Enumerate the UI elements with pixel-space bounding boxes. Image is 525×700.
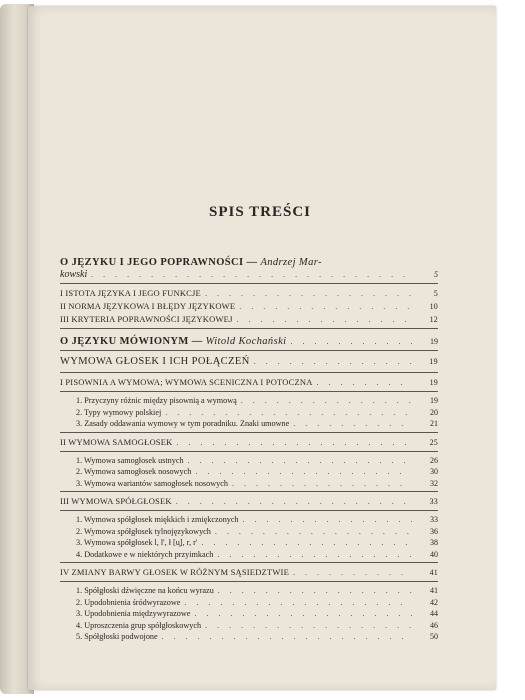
chapter-2-author: Witold Kochański <box>205 336 287 347</box>
page-number: 5 <box>434 270 438 279</box>
toc-entry: 1. Przyczyny różnic między pisownią a wymową . . . 19 <box>60 395 438 407</box>
page-number: 41 <box>430 586 438 595</box>
toc-section-3: III WYMOWA SPÓŁGŁOSEK . . . 33 <box>60 495 438 508</box>
toc-chapter-2 <box>60 335 438 348</box>
toc-entry: 3. Zasady oddawania wymowy w tym poradniku. Znaki umowne . . . 21 <box>60 418 438 430</box>
page-number: 10 <box>429 302 438 311</box>
divider <box>60 581 438 582</box>
divider <box>60 391 438 392</box>
divider <box>60 491 438 492</box>
page-number: 26 <box>430 455 438 465</box>
divider <box>60 350 438 351</box>
toc-section-1: I PISOWNIA A WYMOWA; WYMOWA SCENICZNA I POTOCZNA . . . 19 <box>60 376 438 389</box>
table-of-contents <box>60 256 438 643</box>
toc-entry: 3. Upodobnienia międzywyrazowe . . . 44 <box>60 608 438 620</box>
page-number: 41 <box>429 568 438 577</box>
divider <box>60 562 438 563</box>
chapter-2-heading: O JĘZYKU MÓWIONYM — <box>60 336 206 347</box>
toc-entry: 1. Wymowa samogłosek ustnych . . . 26 <box>60 455 438 467</box>
toc-section-4: IV ZMIANY BARWY GŁOSEK W RÓŻNYM SĄSIEDZTWIE . . . 41 <box>60 566 438 579</box>
toc-entry: 1. Spółgłoski dźwięczne na końcu wyrazu . . . 41 <box>60 585 438 597</box>
toc-chapter-1 <box>60 256 438 269</box>
page-number: 19 <box>430 396 438 405</box>
page-number: 36 <box>430 526 438 536</box>
toc-entry: 2. Typy wymowy polskiej . . . 20 <box>60 407 438 419</box>
page-number: 33 <box>429 497 438 506</box>
toc-entry: 5. Spółgłoski podwojone . . . 50 <box>60 631 438 643</box>
divider <box>60 283 438 284</box>
toc-entry: 2. Upodobnienia śródwyrazowe . . . 42 <box>60 597 438 609</box>
page-number: 50 <box>430 632 438 641</box>
divider <box>60 432 438 433</box>
toc-entry: 1. Wymowa spółgłosek miękkich i zmiękczonych . . . 33 <box>60 514 438 526</box>
page-number: 19 <box>430 337 438 346</box>
chapter-1-author-cont: kowski <box>60 269 88 280</box>
page-number: 19 <box>429 378 438 387</box>
page-number: 40 <box>430 549 438 559</box>
leader-dots <box>91 269 412 281</box>
chapter-1-author: Andrzej Mar- <box>260 257 322 268</box>
chapter-1-heading: O JĘZYKU I JEGO POPRAWNOŚCI — <box>60 257 261 268</box>
toc-section-2: II WYMOWA SAMOGŁOSEK . . . 25 <box>60 436 438 449</box>
divider <box>60 372 438 373</box>
page-number: 20 <box>430 407 438 417</box>
page-number: 32 <box>430 478 438 488</box>
toc-entry: 4. Uproszczenia grup spółgłoskowych . . . 46 <box>60 620 438 632</box>
page-number: 38 <box>430 538 438 547</box>
page-number: 44 <box>430 609 438 618</box>
toc-entry: 2. Wymowa samogłosek nosowych . . . 30 <box>60 466 438 478</box>
toc-entry: 4. Dodatkowe e w niektórych przyimkach . . . 40 <box>60 549 438 561</box>
page-number: 12 <box>429 315 438 324</box>
page-number: 30 <box>430 467 438 476</box>
page-number: 25 <box>429 437 438 447</box>
page-number: 46 <box>430 620 438 630</box>
toc-entry: 2. Wymowa spółgłosek tylnojęzykowych . . . 36 <box>60 526 438 538</box>
divider <box>60 510 438 511</box>
page-number: 42 <box>430 597 438 607</box>
toc-part-heading: WYMOWA GŁOSEK I ICH POŁĄCZEŃ . . . 19 <box>60 354 438 370</box>
toc-chapter-1-cont <box>60 269 438 281</box>
toc-entry: III KRYTERIA POPRAWNOŚCI JĘZYKOWEJ . . . 12 <box>60 313 438 326</box>
page-number: 21 <box>430 419 438 428</box>
page-title: SPIS TREŚCI <box>208 204 312 220</box>
toc-entry: I ISTOTA JĘZYKA I JEGO FUNKCJE . . . 5 <box>60 287 438 300</box>
page-number: 5 <box>433 289 438 298</box>
divider <box>60 328 438 329</box>
toc-entry: II NORMA JĘZYKOWA I BŁĘDY JĘZYKOWE . . . 10 <box>60 300 438 313</box>
divider <box>60 451 438 452</box>
toc-entry: 3. Wymowa wariantów samogłosek nosowych . . . 32 <box>60 478 438 490</box>
page-number: 33 <box>430 515 438 524</box>
page-number: 19 <box>429 357 438 366</box>
toc-entry: 3. Wymowa spółgłosek l, l', ł [u̯], r, r' . . . 38 <box>60 537 438 549</box>
